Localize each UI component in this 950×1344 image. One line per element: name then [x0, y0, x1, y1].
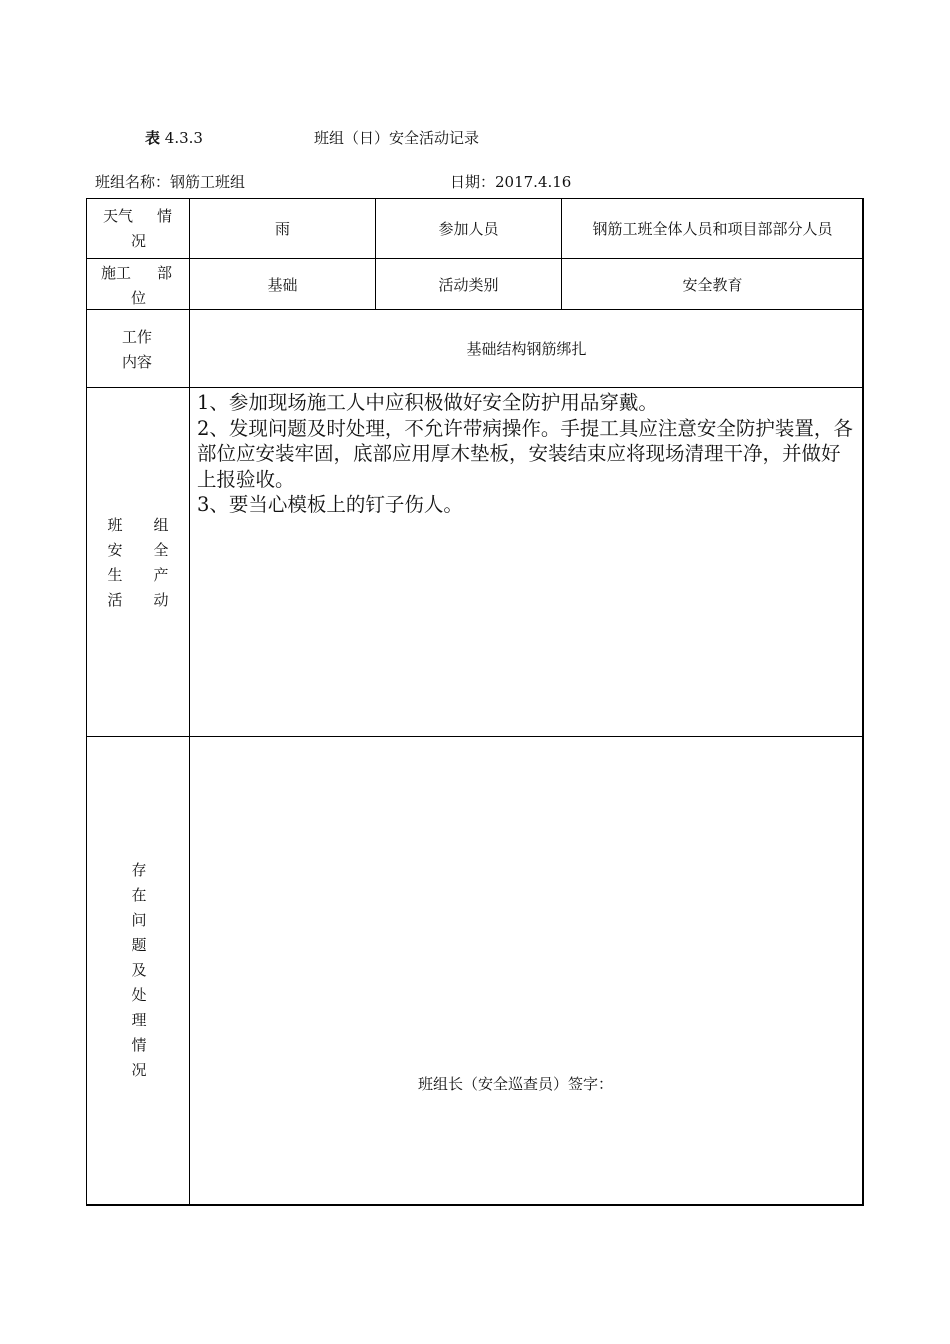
participants-label: 参加人员: [438, 220, 499, 238]
safety-activity-label-right: 组 全 产 动: [153, 516, 169, 609]
activity-type-value: 安全教育: [682, 275, 743, 294]
table-number: 表 4.3.3: [145, 129, 203, 147]
activity-item: 1、参加现场施工人中应积极做好安全防护用品穿戴。: [197, 391, 658, 414]
weather-value: 雨: [274, 220, 290, 238]
activity-item: 2、发现问题及时处理，不允许带病操作。手提工具应注意安全防护装置，各部位应安装牢固，底部应用厚木垫板，安装结束应将现场清理干净，并做好上报验收。: [197, 416, 853, 491]
participants-value: 钢筋工班全体人员和项目部部分人员: [592, 220, 833, 238]
issues-label: 存 在 问 题 及 处 理 情 况: [131, 861, 147, 1079]
record-table: [86, 198, 864, 1206]
signature-label: 班组长（安全巡查员）签字：: [418, 1075, 614, 1093]
work-content-value: 基础结构钢筋绑扎: [466, 340, 587, 358]
work-content-label: 工作 内容: [122, 328, 153, 371]
team-name: 班组名称：钢筋工班组: [95, 173, 246, 191]
row-divider-4: [87, 736, 863, 737]
row-divider-3: [87, 387, 863, 388]
weather-label: 天气 情 况: [103, 207, 173, 250]
activity-item: 3、要当心模板上的钉子伤人。: [197, 493, 463, 516]
safety-activity-content: [197, 390, 859, 518]
record-date: 日期：2017.4.16: [450, 173, 572, 191]
site-label: 施工 部 位: [101, 264, 173, 307]
safety-activity-label-left: 班 安 生 活: [107, 516, 123, 609]
site-value: 基础: [267, 275, 298, 294]
page-title: 班组（日）安全活动记录: [314, 129, 480, 147]
activity-type-label: 活动类别: [438, 275, 499, 294]
